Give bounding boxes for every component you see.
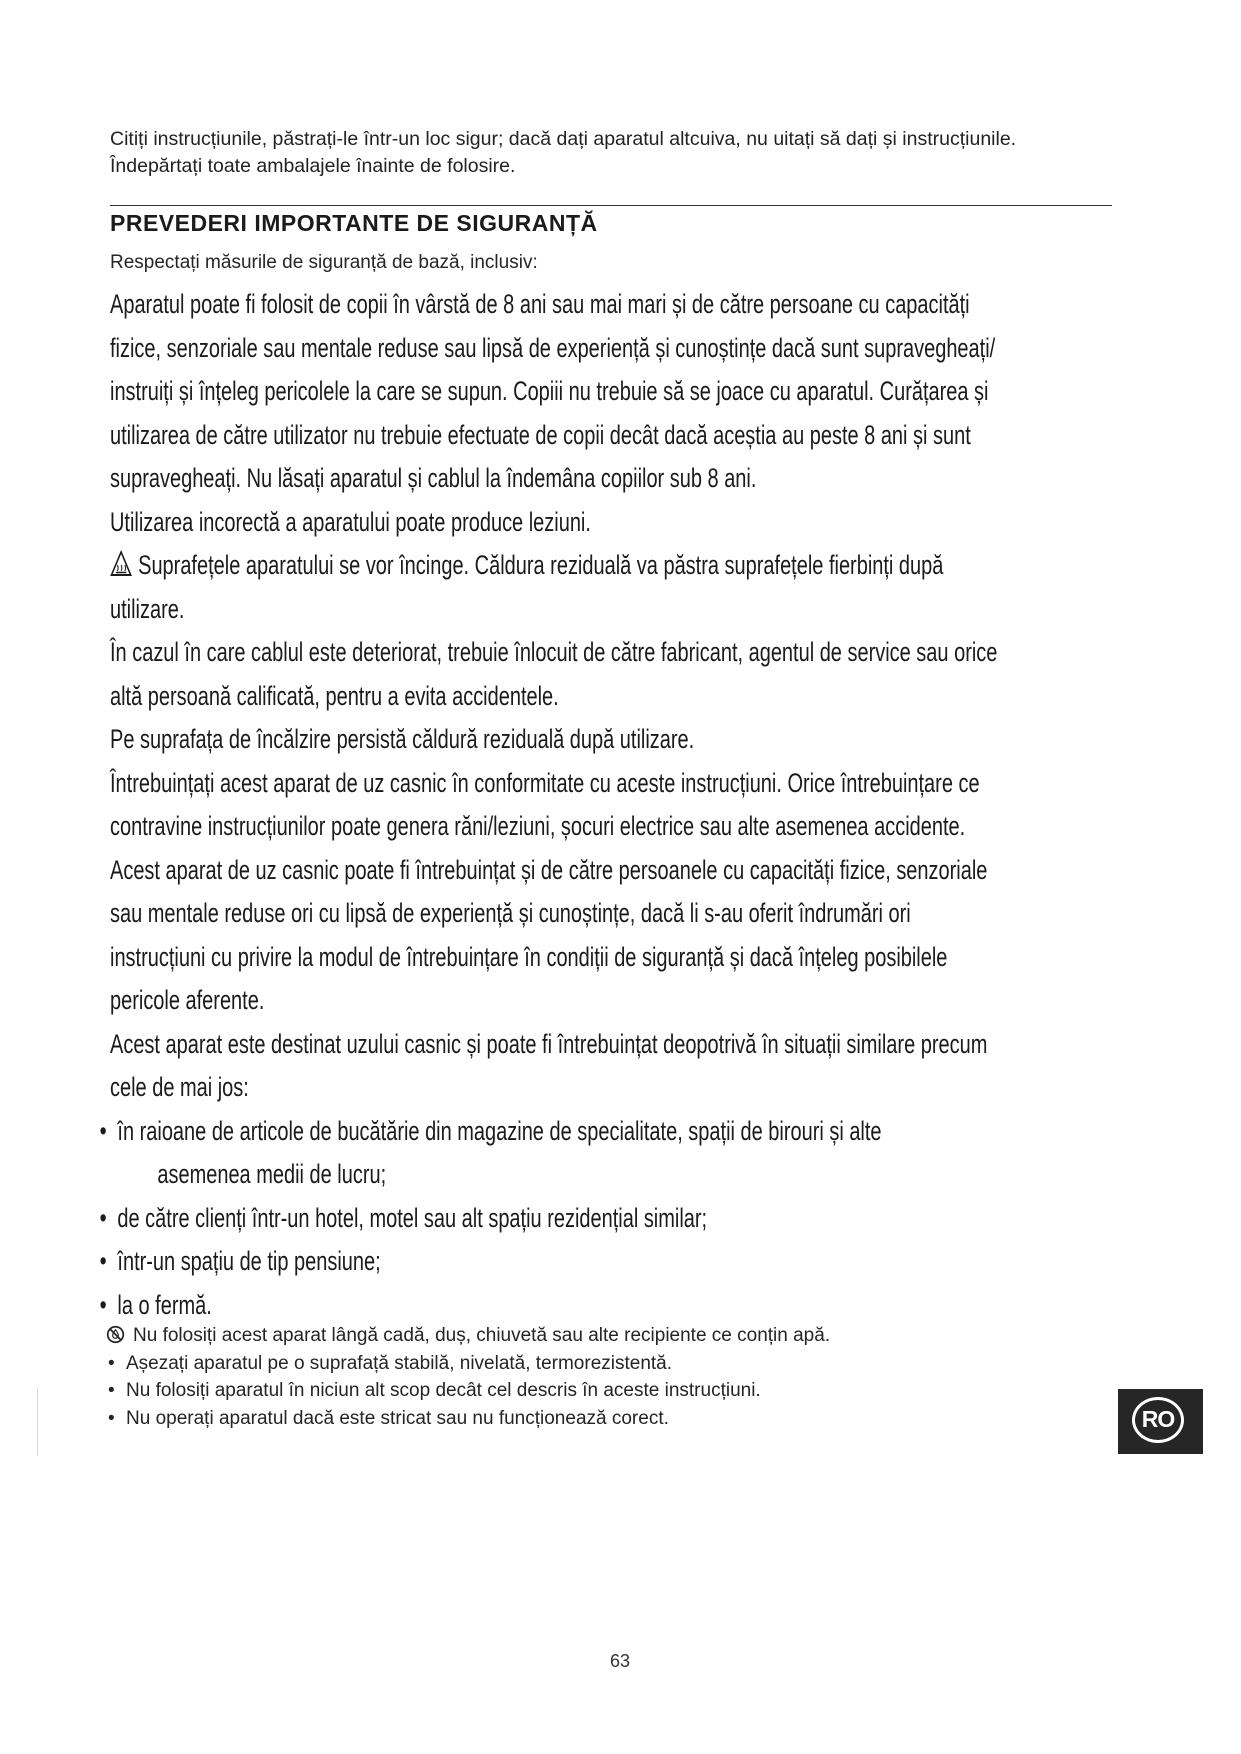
body-line: contravine instrucțiunilor poate genera răni/leziuni, șocuri electrice sau alte asemenea accidente. [110,811,966,841]
intro-line-2: Îndepărtați toate ambalajele înainte de folosire. [110,155,516,177]
safety-body [99,283,1135,1327]
body-line: utilizare. [110,593,185,624]
body-line: instrucțiuni cu privire la modul de întrebuințare în condiții de siguranță și dacă înțeleg posibilele [110,941,948,972]
language-badge-label: RO [1132,1397,1184,1443]
page-number: 63 [609,1651,631,1671]
bullet-marker: • [99,1202,107,1233]
list-item-text: într-un spațiu de tip pensiune; [117,1246,381,1276]
list-item-text: în raioane de articole de bucătărie din magazine de specialitate, spații de birouri și alte [117,1115,882,1146]
body-line: instruiți și înțeleg pericolele la care se supun. Copiii nu trebuie să se joace cu aparatul. Curățarea și [110,376,989,406]
body-line: Utilizarea incorectă a aparatului poate produce leziuni. [110,506,591,537]
warning-text: Nu folosiți aparatul în niciun alt scop decât cel descris în aceste instrucțiuni. [126,1380,761,1401]
list-item-text: la o fermă. [117,1289,212,1320]
body-line: Suprafețele aparatului se vor încinge. Căldura reziduală va păstra suprafețele fierbinți după [138,550,944,580]
warning-item [106,1405,1006,1433]
warning-text: Nu operați aparatul dacă este stricat sau nu funcționează corect. [126,1407,669,1429]
body-line: Întrebuințați acest aparat de uz casnic în conformitate cu aceste instrucțiuni. Orice întrebuințare ce [110,767,980,798]
bullet-marker: • [108,1352,115,1374]
body-line: fizice, senzoriale sau mentale reduse sau lipsă de experiență și cunoștințe dacă sunt supravegheați/ [110,332,996,363]
intro-text [110,126,1120,180]
body-line: Acest aparat este destinat uzului casnic și poate fi întrebuințat deopotrivă în situații similare precum [110,1028,988,1059]
bullet-marker: • [99,1115,107,1146]
list-item-continuation: asemenea medii de lucru; [157,1159,387,1189]
warning-item [106,1377,1006,1405]
section-divider [110,205,1112,206]
list-item [99,1110,882,1154]
body-line: utilizarea de către utilizator nu trebuie efectuate de copii decât dacă aceștia au peste 8 ani și sunt [110,419,971,450]
list-item [99,1240,869,1284]
hot-surface-warning-line [110,544,944,588]
bullet-marker: • [99,1289,107,1320]
body-line: pericole aferente. [110,985,265,1015]
body-line: supravegheați. Nu lăsați aparatul și cablul la îndemâna copiilor sub 8 ani. [110,463,757,493]
section-heading: PREVEDERI IMPORTANTE DE SIGURANȚĂ [110,210,598,236]
no-water-icon [106,1325,125,1344]
warning-text: Așezați aparatul pe o suprafață stabilă, nivelată, termorezistentă. [126,1352,673,1374]
scan-artifact-line [37,1388,38,1456]
warning-text: Nu folosiți acest aparat lângă cadă, duș, chiuvetă sau alte recipiente ce conțin apă. [133,1325,831,1346]
no-water-warning [106,1322,1006,1350]
bullet-marker: • [99,1246,107,1276]
body-line: Acest aparat de uz casnic poate fi întrebuințat și de către persoanele cu capacități fizice, senzoriale [110,854,988,885]
body-line: Pe suprafața de încălzire persistă căldură reziduală după utilizare. [110,724,695,754]
language-badge [1118,1389,1203,1454]
hot-surface-warning-icon [110,550,132,577]
body-line: Aparatul poate fi folosit de copii în vârstă de 8 ani sau mai mari și de către persoane cu capacități [110,289,970,319]
body-line: altă persoană calificată, pentru a evita accidentele. [110,680,559,711]
body-line: În cazul în care cablul este deteriorat, trebuie înlocuit de către fabricant, agentul de service sau orice [110,637,998,667]
bullet-marker: • [108,1380,115,1401]
list-item [99,1284,869,1328]
section-subheading: Respectați măsurile de siguranță de bază, inclusiv: [110,252,538,273]
body-line: cele de mai jos: [110,1072,249,1102]
additional-warnings [106,1322,1006,1432]
bullet-marker: • [108,1407,115,1429]
list-item-text: de către clienți într-un hotel, motel sau alt spațiu rezidențial similar; [117,1202,708,1233]
list-item [99,1197,869,1241]
warning-item [106,1350,1006,1378]
body-line: sau mentale reduse ori cu lipsă de experiență și cunoștințe, dacă li s-au oferit îndrumări ori [110,898,911,928]
intro-line-1: Citiți instrucțiunile, păstrați-le într-un loc sigur; dacă dați aparatul altcuiva, nu uitați să dați și instrucțiunile. [110,128,1017,150]
